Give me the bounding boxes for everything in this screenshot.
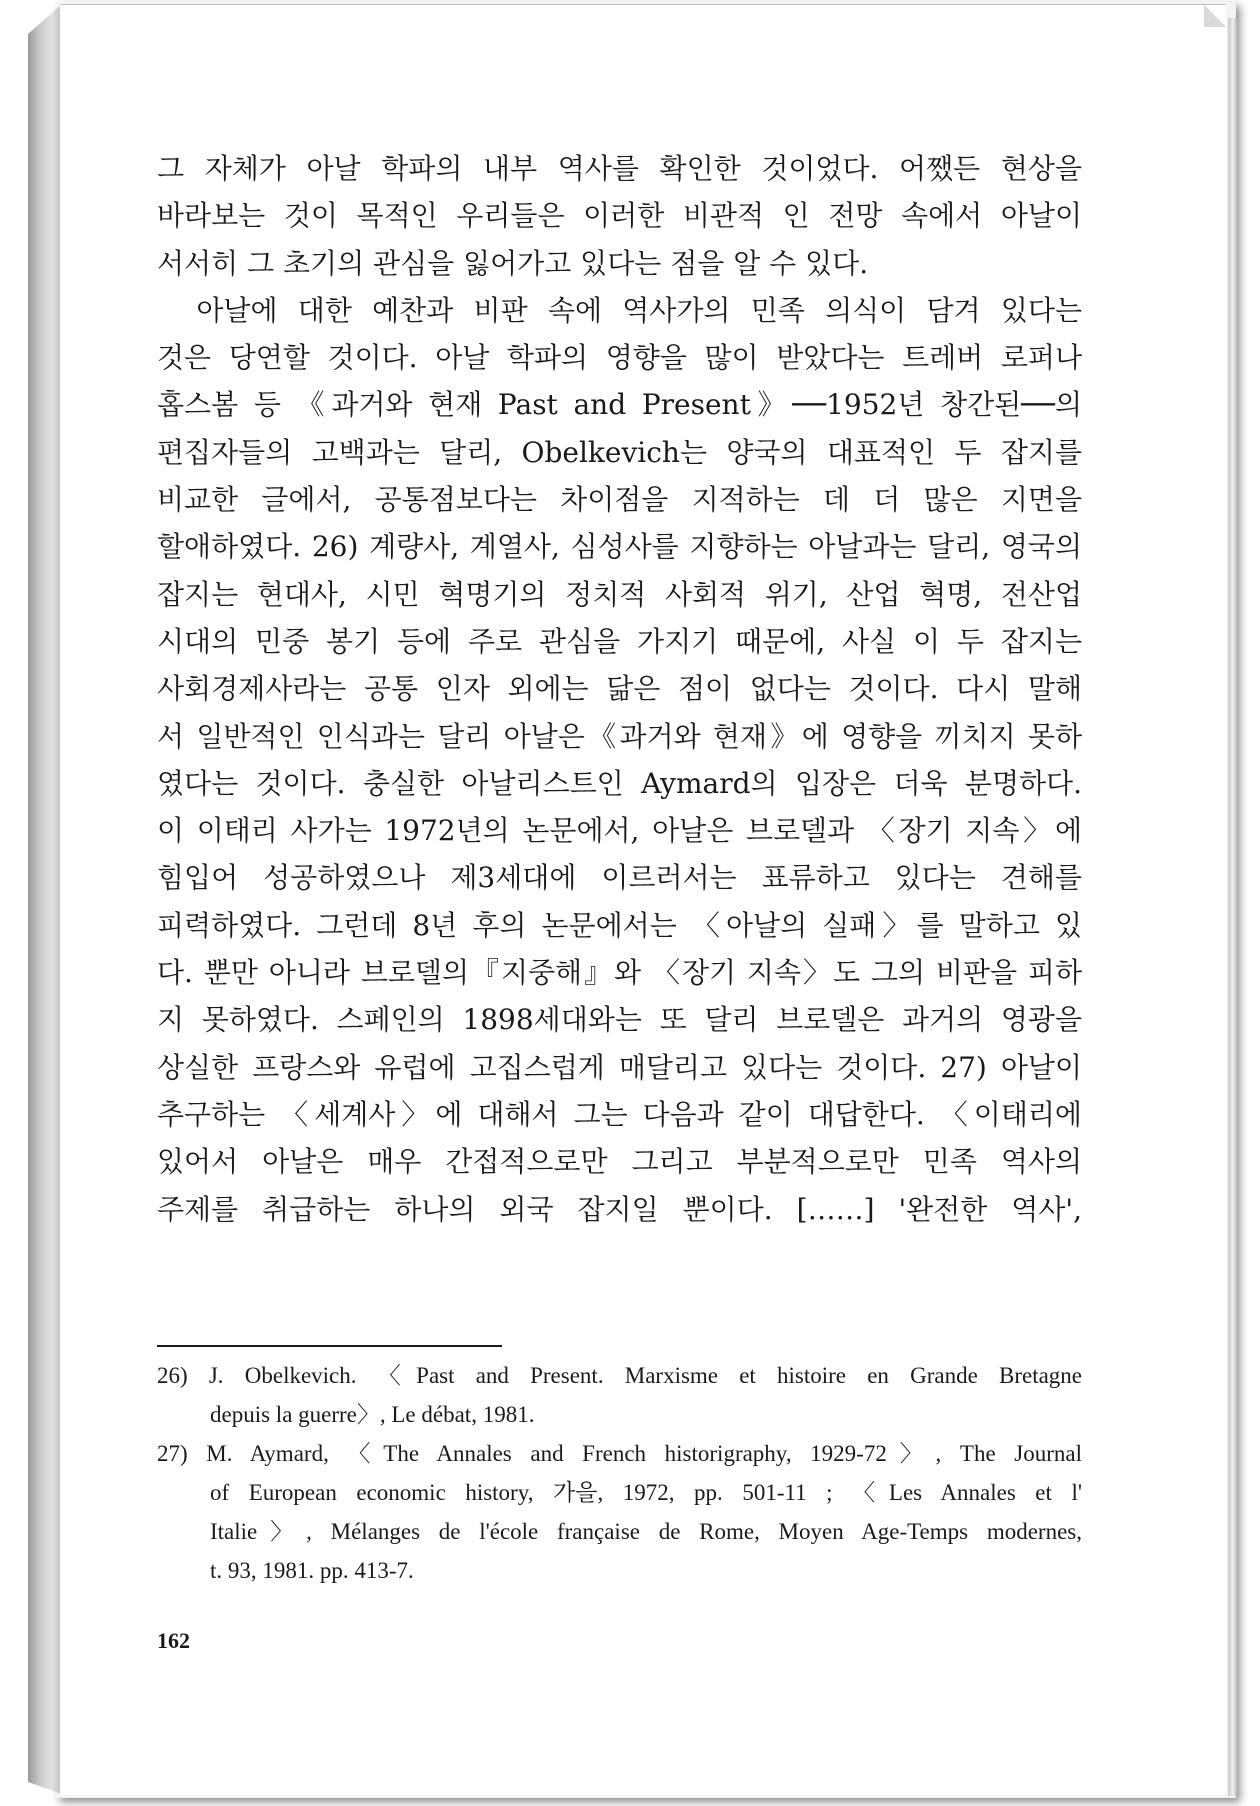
body-text [157,145,1082,1233]
body-line: 서 일반적인 인식과는 달리 아날은《과거와 현재》에 영향을 끼치지 못하 [157,719,1082,753]
body-line: 상실한 프랑스와 유럽에 고집스럽게 매달리고 있다는 것이다. 27) 아날이 [157,1050,1082,1084]
body-line: 힘입어 성공하였으나 제3세대에 이르러서는 표류하고 있다는 견해를 [157,861,1082,895]
body-line: 홉스봄 등 《과거와 현재 Past and Present》──1952년 창간된──의 [157,388,1082,422]
footnote-26-continuation: depuis la guerre〉, Le débat, 1981. [210,1402,535,1427]
book-spine [28,4,62,1794]
body-line: 지 못하였다. 스페인의 1898세대와는 또 달리 브로델은 과거의 영광을 [157,1003,1082,1037]
footnote-divider [157,1345,502,1347]
body-line: 그 자체가 아날 학파의 내부 역사를 확인한 것이었다. 어쨌든 현상을 [157,152,1082,185]
footnote-27-continuation: t. 93, 1981. pp. 413-7. [210,1558,414,1583]
footnote-26: 26) J. Obelkevich. 〈Past and Present. Marxisme et histoire en Grande Bretagne [157,1363,1082,1388]
body-line: 잡지는 현대사, 시민 혁명기의 정치적 사회적 위기, 산업 혁명, 전산업 [157,577,1082,611]
body-line: 비교한 글에서, 공통점보다는 차이점을 지적하는 데 더 많은 지면을 [157,483,1082,517]
body-line: 서서히 그 초기의 관심을 잃어가고 있다는 점을 알 수 있다. [157,246,869,280]
body-line: 아날에 대한 예찬과 비판 속에 역사가의 민족 의식이 담겨 있다는 [157,293,1082,327]
body-line: 이 이태리 사가는 1972년의 논문에서, 아날은 브로델과 〈장기 지속〉에 [157,814,1082,848]
footnotes [157,1356,1082,1590]
body-line: 주제를 취급하는 하나의 외국 잡지일 뿐이다. [……] '완전한 역사', [157,1192,1082,1226]
footnote-27-continuation: of European economic history, 가을, 1972, pp. 501-11 ; 〈Les Annales et l' [210,1480,1082,1505]
footnote-27: 27) M. Aymard, 〈The Annales and French historigraphy, 1929-72〉, The Journal [157,1441,1082,1466]
page-edge [1228,18,1238,1796]
body-line: 있어서 아날은 매우 간접적으로만 그리고 부분적으로만 민족 역사의 [157,1145,1082,1179]
body-line: 할애하였다. 26) 계량사, 계열사, 심성사를 지향하는 아날과는 달리, 영국의 [157,530,1082,564]
body-line: 것은 당연할 것이다. 아날 학파의 영향을 많이 받았다는 트레버 로퍼나 [157,341,1082,375]
body-line: 편집자들의 고백과는 달리, Obelkevich는 양국의 대표적인 두 잡지를 [157,435,1082,469]
page-corner-fold [1204,5,1226,27]
body-line: 바라보는 것이 목적인 우리들은 이러한 비관적 인 전망 속에서 아날이 [157,199,1082,233]
body-line: 피력하였다. 그런데 8년 후의 논문에서는 〈아날의 실패〉를 말하고 있 [157,908,1082,942]
body-line: 다. 뿐만 아니라 브로델의『지중해』와 〈장기 지속〉도 그의 비판을 피하 [157,956,1082,990]
page-number: 162 [157,1628,190,1653]
body-line: 였다는 것이다. 충실한 아날리스트인 Aymard의 입장은 더욱 분명하다. [157,766,1082,800]
footnote-27-continuation: Italie〉, Mélanges de l'école française de Rome, Moyen Age-Temps modernes, [210,1519,1082,1544]
body-line: 추구하는 〈세계사〉에 대해서 그는 다음과 같이 대답한다. 〈이태리에 [157,1097,1082,1131]
body-line: 사회경제사라는 공통 인자 외에는 닮은 점이 없다는 것이다. 다시 말해 [157,672,1082,706]
body-line: 시대의 민중 봉기 등에 주로 관심을 가지기 때문에, 사실 이 두 잡지는 [157,624,1082,658]
